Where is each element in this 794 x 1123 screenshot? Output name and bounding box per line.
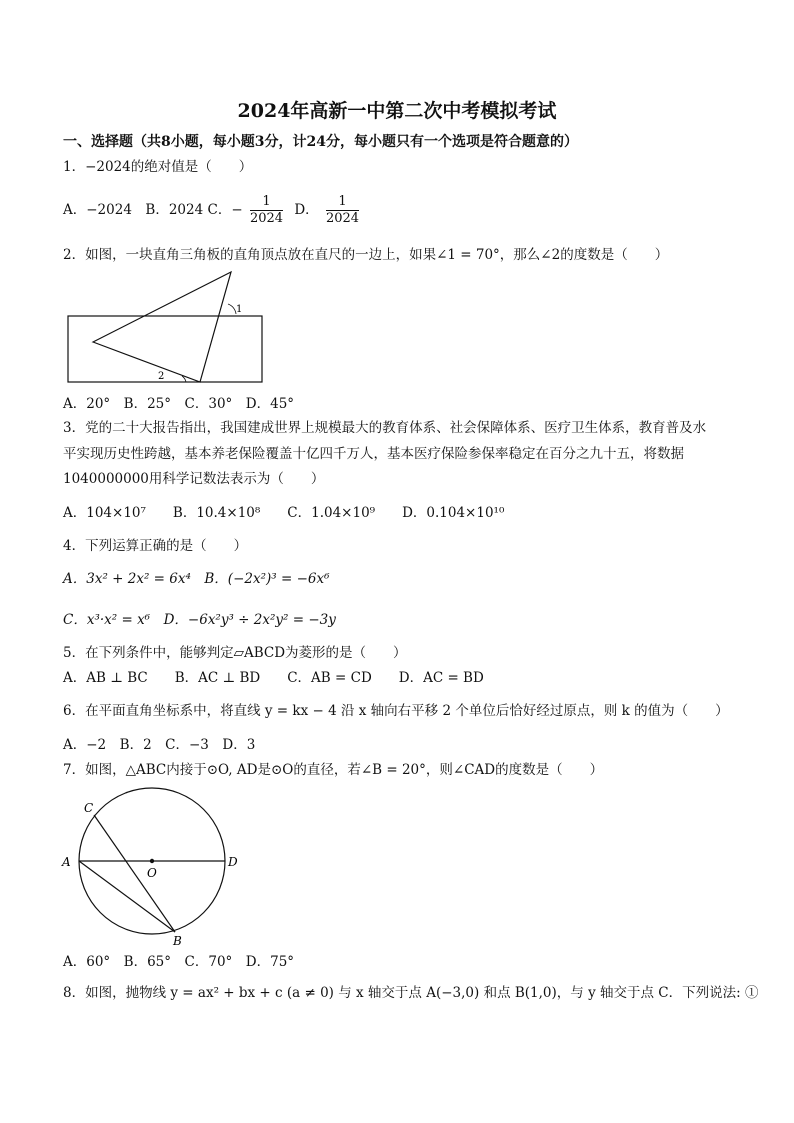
q1-option-c-prefix: C．− [207,202,243,218]
q1-option-d-prefix: D． [294,202,319,218]
q7-figure [60,786,250,950]
q1-d-numerator: 1 [326,194,359,211]
q5-stem: 5．在下列条件中，能够判定▱ABCD为菱形的是（ ） [63,645,407,661]
point-a-label: A [62,855,71,869]
center-point [150,859,154,863]
q1-d-denominator: 2024 [325,211,360,226]
point-b-label: B [173,934,182,948]
point-o-label: O [147,866,157,880]
q1-option-d-fraction [326,194,359,227]
set-square [93,272,231,382]
q4-stem: 4．下列运算正确的是（ ） [63,538,248,554]
point-d-label: D [228,855,238,869]
angle1-label: 1 [236,304,243,315]
q1-options [63,192,362,228]
q3-line1: 3．党的二十大报告指出，我国建成世界上规模最大的教育体系、社会保障体系、医疗卫生体系，教育普及水 [63,420,707,436]
q3-line3: 1040000000用科学记数法表示为（ ） [63,471,325,487]
q4-options-ab: A．3x² + 2x² = 6x⁴ B．(−2x²)³ = −6x⁶ [63,571,330,587]
chord-cb [94,815,175,932]
q2-stem: 2．如图，一块直角三角板的直角顶点放在直尺的一边上，如果∠1 = 70°，那么∠2的度数是（ ） [63,247,669,263]
q3-line2: 平实现历史性跨越，基本养老保险覆盖十亿四千万人，基本医疗保险参保率稳定在百分之九十五，将数据 [63,446,684,462]
q7-stem: 7．如图，△ABC内接于⊙O, AD是⊙O的直径，若∠B = 20°，则∠CAD的度数是（ ） [63,762,604,778]
q2-figure [60,270,270,388]
q1-stem: 1．−2024的绝对值是（ ） [63,159,253,175]
q6-stem: 6．在平面直角坐标系中，将直线 y = kx − 4 沿 x 轴向右平移 2 个单位后恰好经过原点，则 k 的值为（ ） [63,703,729,719]
q3-options: A．104×10⁷ B．10.4×10⁸ C．1.04×10⁹ D．0.104×10¹⁰ [63,505,505,521]
q8-stem: 8．如图，抛物线 y = ax² + bx + c (a ≠ 0) 与 x 轴交于点 A(−3,0) 和点 B(1,0)，与 y 轴交于点 C．下列说法: ① [63,985,759,1001]
q4-options-cd: C．x³·x² = x⁶ D．−6x²y³ ÷ 2x²y² = −3y [63,612,336,628]
q7-options: A．60° B．65° C．70° D．75° [63,954,295,970]
page-title: 2024年高新一中第二次中考模拟考试 [237,100,557,122]
ruler [68,316,262,382]
q1-c-denominator: 2024 [249,211,284,226]
q6-options: A．−2 B．2 C．−3 D．3 [63,737,256,753]
angle1-arc [228,304,236,314]
q1-option-c-fraction [250,194,283,227]
q1-option-ab: A．−2024 B．2024 [63,202,204,218]
section-heading: 一、选择题（共8小题，每小题3分，计24分，每小题只有一个选项是符合题意的） [63,134,578,150]
point-c-label: C [84,801,94,815]
q2-options: A．20° B．25° C．30° D．45° [63,396,295,412]
q1-c-numerator: 1 [250,194,283,211]
angle2-label: 2 [158,371,165,382]
chord-ab [79,861,175,932]
q5-options: A．AB ⊥ BC B．AC ⊥ BD C．AB = CD D．AC = BD [63,670,484,686]
